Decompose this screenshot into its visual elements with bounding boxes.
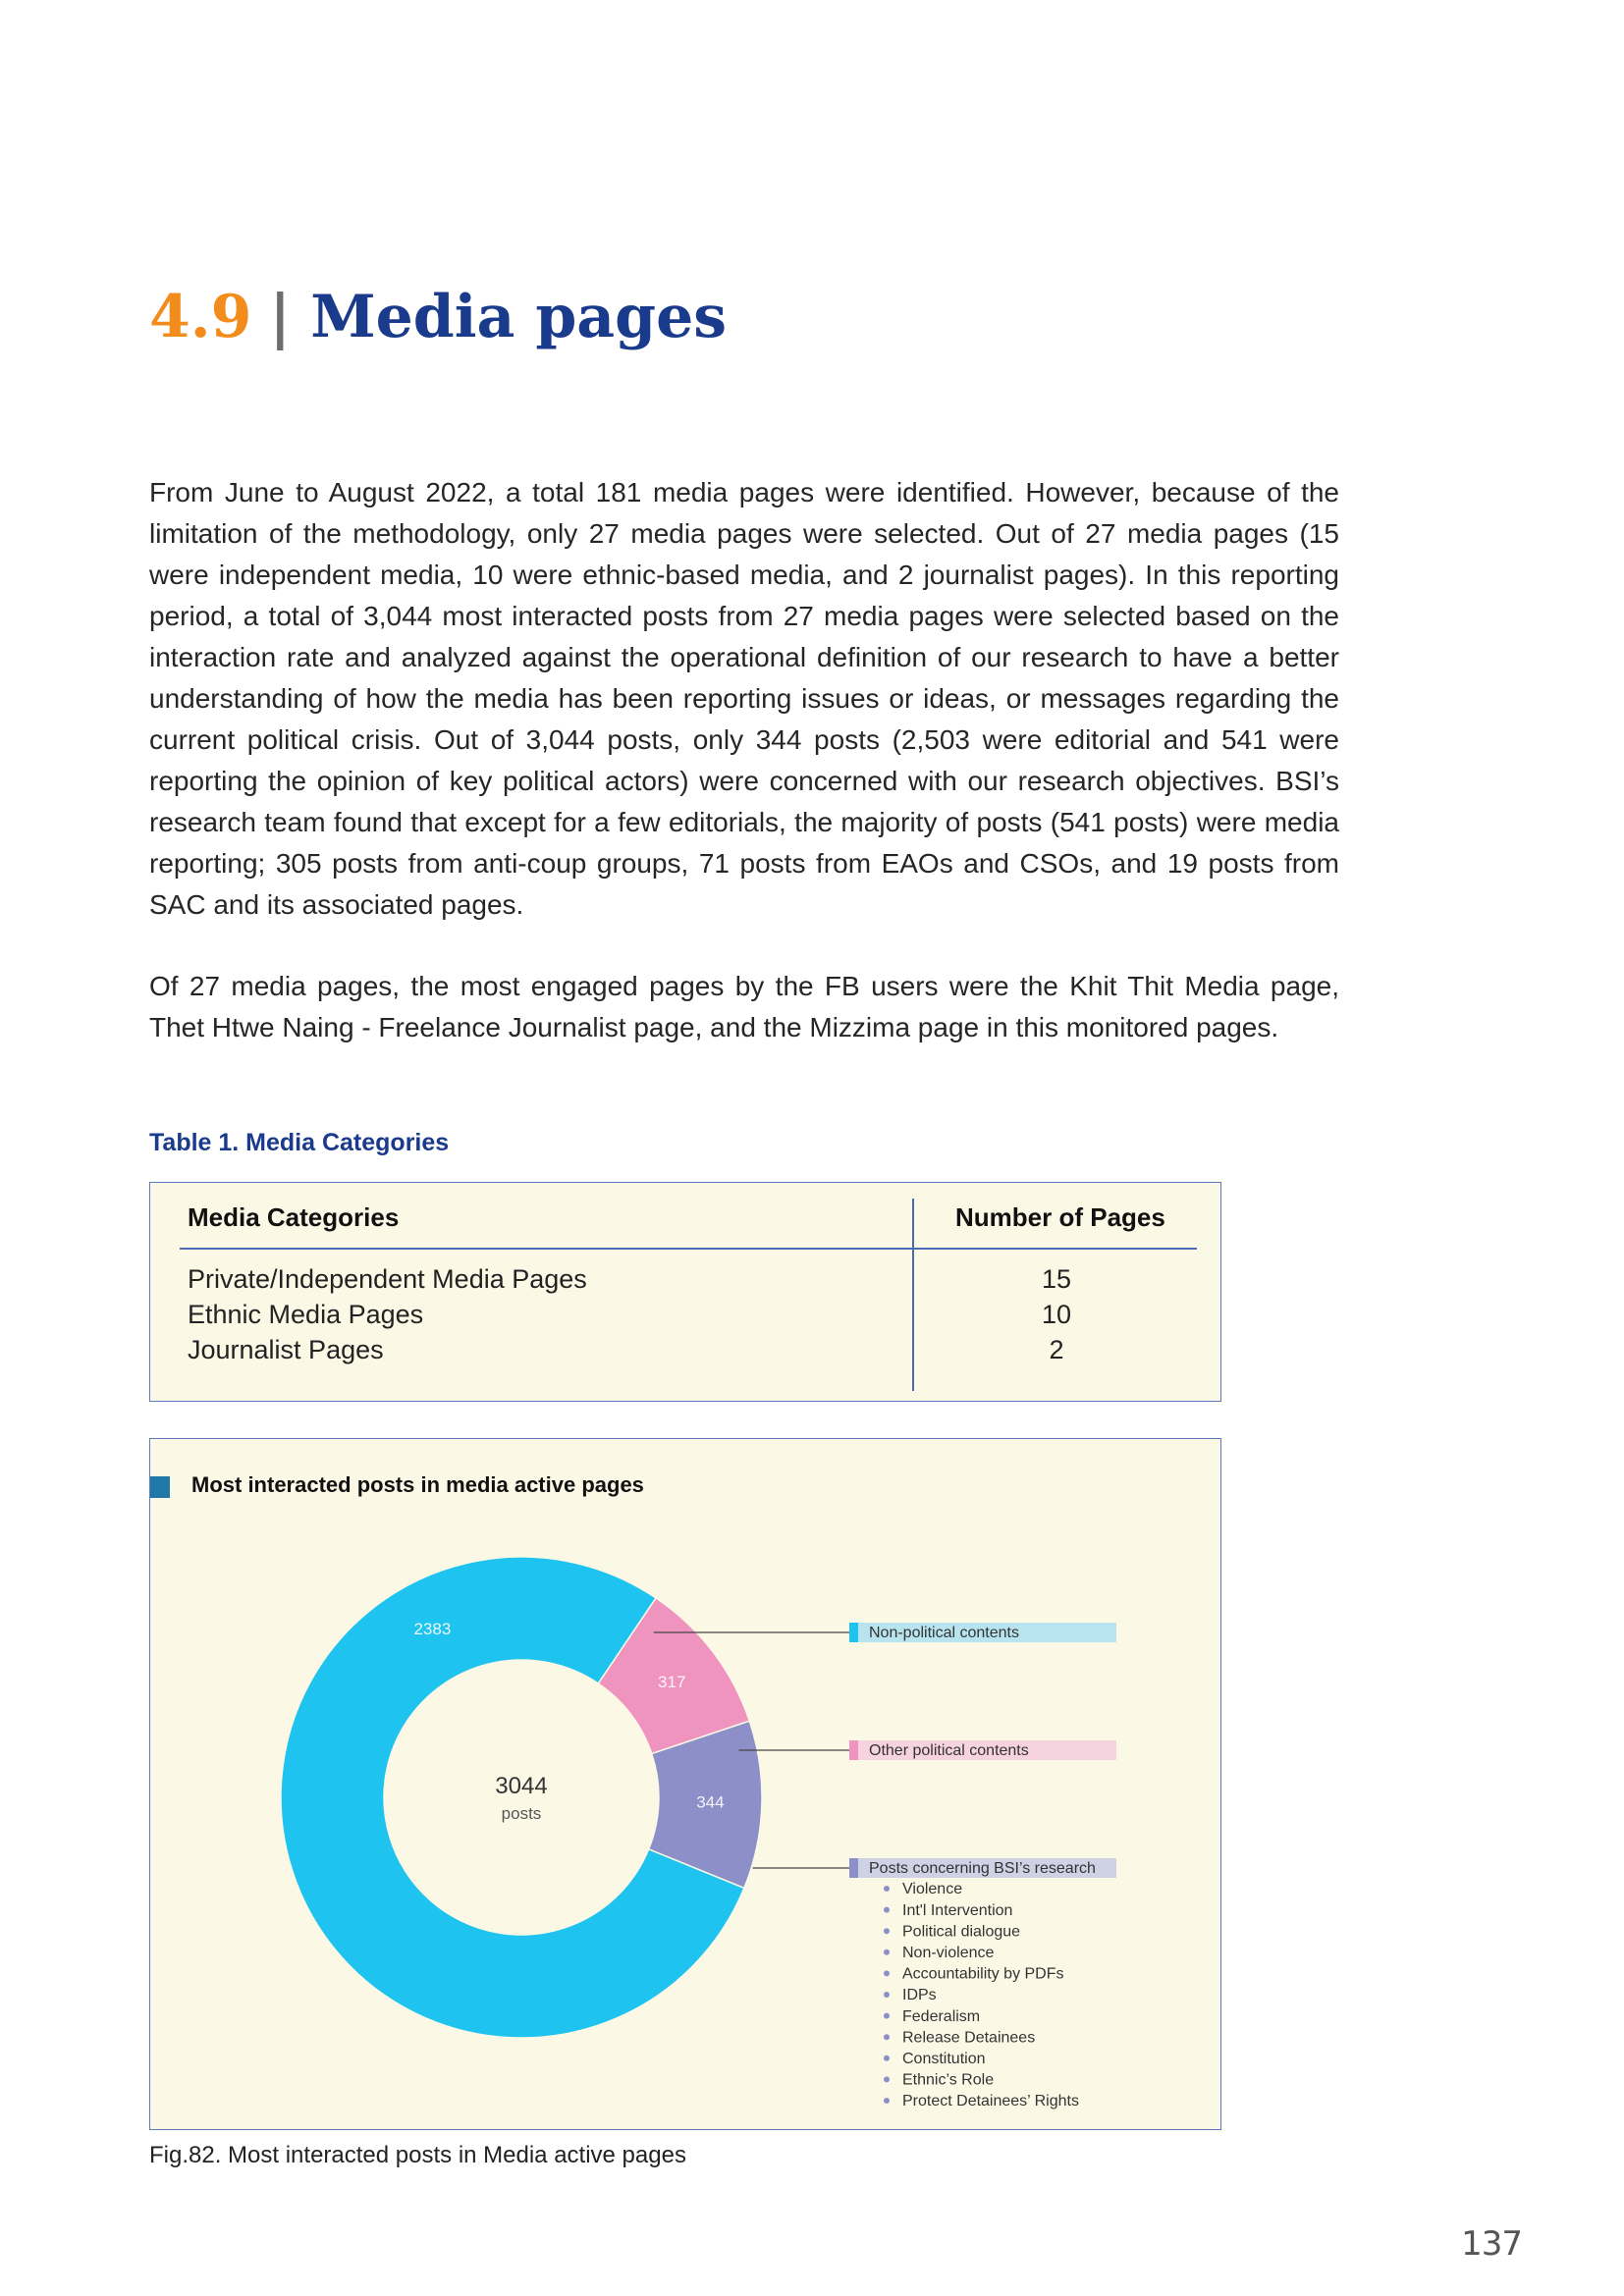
legend-label: Non-political contents	[869, 1625, 1019, 1642]
media-categories-table	[149, 1182, 1221, 1402]
donut-chart	[150, 1439, 1220, 2128]
donut-slice-value-label: 2383	[413, 1620, 452, 1639]
body-paragraph-1: From June to August 2022, a total 181 media pages were identified. However, because of the limitation of the methodology, only 27 media pages were selected. Out of 27 media pages (15 were independent media, 10 were ethnic-based media, and 2 journalist pages). In this reporting period, a total of 3,044 most interacted posts from 27 media pages were selected based on the interaction rate and analyzed against the operational definition of our research to have a better understanding of how the media has been reporting issues or ideas, or messages regarding the current political crisis. Out of 3,044 posts, only 344 posts (2,503 were editorial and 541 were reporting the opinion of key political actors) were concerned with our research objectives. BSI’s research team found that except for a few editorials, the majority of posts (541 posts) were media reporting; 305 posts from anti-coup groups, 71 posts from EAOs and CSOs, and 19 posts from SAC and its associated pages.	[149, 477, 1339, 920]
table-category-column	[188, 1261, 587, 1367]
research-topic-item: Release Detainees	[902, 2029, 1036, 2047]
topic-bullet	[884, 1970, 890, 1976]
table-cell-category: Ethnic Media Pages	[188, 1300, 424, 1329]
research-topic-item: IDPs	[902, 1987, 937, 2004]
research-topic-item: Political dialogue	[902, 1923, 1021, 1941]
table-header-category: Media Categories	[188, 1202, 400, 1232]
table-cell-count: 2	[1049, 1335, 1064, 1364]
topic-bullet	[884, 2098, 890, 2104]
topic-bullet	[884, 1907, 890, 1913]
chart-title: Most interacted posts in media active pages	[191, 1472, 644, 1497]
topic-bullet	[884, 1886, 890, 1892]
table-cell-count: 15	[1041, 1264, 1072, 1294]
table-cell-count: 10	[1041, 1300, 1072, 1329]
table-caption: Table 1. Media Categories	[149, 1129, 450, 1156]
donut-center-label: posts	[501, 1804, 542, 1823]
legend-label: Other political contents	[869, 1742, 1029, 1760]
donut-center-value: 3044	[495, 1773, 548, 1799]
research-topic-item: Federalism	[902, 2007, 981, 2025]
section-separator: |	[269, 283, 292, 351]
section-heading	[149, 283, 727, 351]
legend-swatch	[849, 1858, 858, 1878]
research-topic-item: Ethnic’s Role	[902, 2071, 995, 2089]
table-header-count: Number of Pages	[955, 1202, 1165, 1232]
topic-bullet	[884, 1949, 890, 1955]
topic-bullet	[884, 2056, 890, 2061]
research-topic-item: Protect Detainees’ Rights	[902, 2093, 1079, 2110]
section-title: Media pages	[310, 283, 728, 351]
research-topic-item: Violence	[902, 1881, 963, 1898]
table-cell-category: Private/Independent Media Pages	[188, 1264, 587, 1294]
section-number: 4.9	[149, 283, 252, 351]
donut-chart-panel	[149, 1438, 1221, 2130]
topic-bullet	[884, 2076, 890, 2082]
legend-swatch	[849, 1740, 858, 1760]
body-paragraph-2: Of 27 media pages, the most engaged pages by the FB users were the Khit Thit Media page, Thet Htwe Naing - Freelance Journalist page, and the Mizzima page in this monitored pages.	[149, 971, 1339, 1042]
research-topic-item: Accountability by PDFs	[902, 1965, 1064, 1983]
table-cell-category: Journalist Pages	[188, 1335, 384, 1364]
topic-bullet	[884, 2034, 890, 2040]
table-count-column	[914, 1261, 1199, 1367]
research-topic-item: Constitution	[902, 2051, 986, 2068]
research-topic-item: Non-violence	[902, 1945, 995, 1962]
research-topic-item: Int'l Intervention	[902, 1901, 1013, 1919]
page-number: 137	[1461, 2224, 1522, 2264]
legend-swatch	[849, 1623, 858, 1642]
figure-caption: Fig.82. Most interacted posts in Media active pages	[149, 2142, 686, 2168]
legend-label: Posts concerning BSI’s research	[869, 1860, 1096, 1878]
topic-bullet	[884, 2013, 890, 2019]
donut-slice-value-label: 344	[696, 1792, 725, 1812]
topic-bullet	[884, 1928, 890, 1934]
topic-bullet	[884, 1992, 890, 1998]
donut-slice-value-label: 317	[658, 1672, 686, 1691]
table-header-rule	[180, 1248, 1197, 1250]
